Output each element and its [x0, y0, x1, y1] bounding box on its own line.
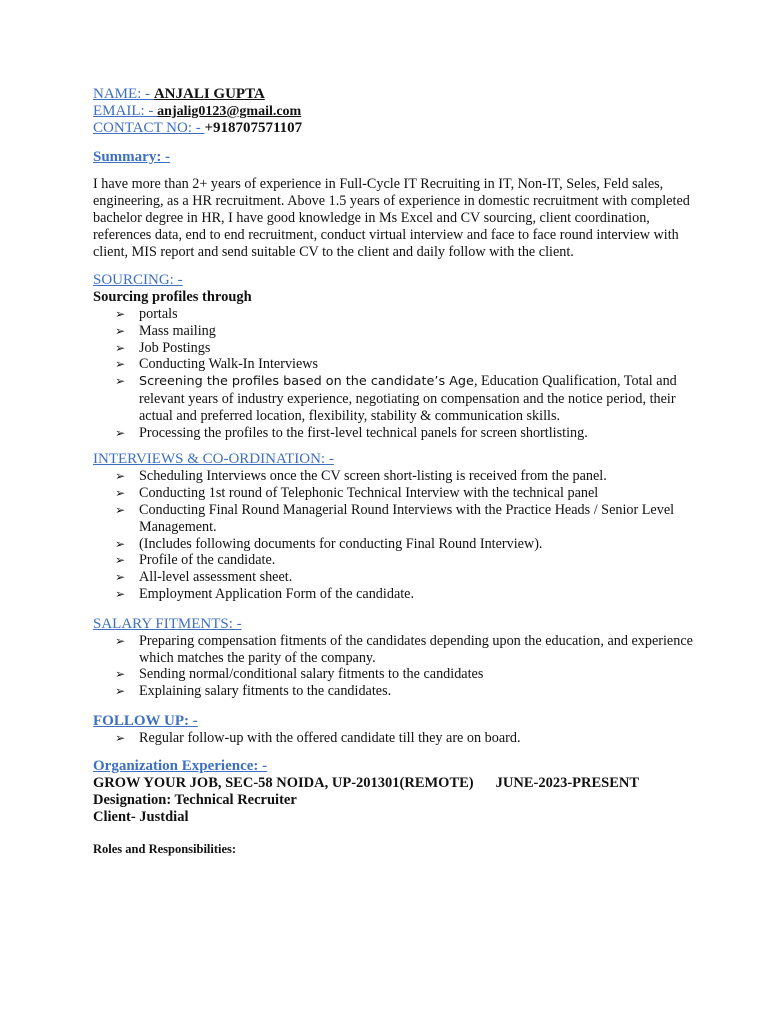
list-item: ➢ Scheduling Interviews once the CV screen short-listing is received from the panel.: [115, 468, 693, 485]
list-item: ➢ (Includes following documents for conducting Final Round Interview).: [115, 536, 693, 553]
name-line: [93, 86, 693, 103]
list-item: ➢ portals: [115, 306, 693, 323]
screening-rest-text: , Education Qualification, Total and relevant years of industry experience, negotiating on compensation and the notice period, their actual and preferred location, flexibility, stability & communication skills.: [139, 373, 677, 424]
company-name: GROW YOUR JOB, SEC-58 NOIDA, UP-201301(REMOTE): [93, 774, 474, 791]
list-item: ➢ All-level assessment sheet.: [115, 569, 693, 586]
list-item: ➢ Preparing compensation fitments of the candidates depending upon the education, and experience which matches the parity of the company.: [115, 633, 693, 667]
sourcing-list: [93, 306, 693, 441]
followup-heading: FOLLOW UP: -: [93, 712, 198, 729]
sourcing-subheading: Sourcing profiles through: [93, 289, 252, 305]
list-item: ➢ Profile of the candidate.: [115, 552, 693, 569]
email-label: EMAIL: -: [93, 103, 158, 119]
interviews-heading: INTERVIEWS & CO-ORDINATION: -: [93, 451, 334, 468]
list-item: [115, 373, 693, 424]
summary-heading: Summary: -: [93, 149, 171, 165]
phone-value: +918707571107: [204, 120, 303, 136]
candidate-name: ANJALI GUPTA: [153, 86, 265, 102]
list-item: ➢ Conducting Walk-In Interviews: [115, 356, 693, 373]
list-item: ➢ Conducting Final Round Managerial Round Interviews with the Practice Heads / Senior Level Management.: [115, 502, 693, 536]
salary-heading: SALARY FITMENTS: -: [93, 615, 242, 632]
client: Client- Justdial: [93, 808, 189, 825]
screening-lead-text: Screening the profiles based on the candidate’s Age: [139, 374, 474, 390]
list-item: ➢ Processing the profiles to the first-level technical panels for screen shortlisting.: [115, 425, 693, 442]
interviews-list: [93, 468, 693, 602]
organization-heading: Organization Experience: -: [93, 757, 268, 774]
list-item: ➢ Employment Application Form of the candidate.: [115, 586, 693, 603]
summary-text: I have more than 2+ years of experience in Full-Cycle IT Recruiting in IT, Non-IT, Seles, Feld sales, engineering, as a HR recruitment. Above 1.5 years of experience in domestic recruitment with completed bachelor degree in HR, I have good knowledge in Ms Excel and CV sourcing, client coordination, references data, end to end recruitment, conduct virtual interview and face to face round interview with client, MIS report and send suitable CV to the client and daily follow with the client.: [93, 176, 690, 260]
employment-dates: JUNE-2023-PRESENT: [495, 774, 640, 791]
list-item: ➢ Regular follow-up with the offered candidate till they are on board.: [115, 730, 693, 747]
list-item: ➢ Sending normal/conditional salary fitments to the candidates: [115, 666, 693, 683]
phone-label: CONTACT NO: -: [93, 120, 205, 136]
resume-page: [93, 86, 693, 857]
email-value: anjalig0123@gmail.com: [157, 104, 302, 119]
designation: Designation: Technical Recruiter: [93, 791, 297, 808]
salary-list: [93, 633, 693, 700]
email-line: [93, 103, 693, 120]
company-line: [93, 775, 693, 792]
list-item: ➢ Explaining salary fitments to the candidates.: [115, 683, 693, 700]
name-label: NAME: -: [93, 86, 154, 102]
list-item: ➢ Job Postings: [115, 340, 693, 357]
list-item: ➢ Conducting 1st round of Telephonic Technical Interview with the technical panel: [115, 485, 693, 502]
list-item: ➢ Mass mailing: [115, 323, 693, 340]
sourcing-heading: SOURCING: -: [93, 272, 183, 288]
roles-heading: Roles and Responsibilities:: [93, 841, 237, 856]
phone-line: [93, 120, 693, 137]
followup-list: [93, 730, 693, 747]
